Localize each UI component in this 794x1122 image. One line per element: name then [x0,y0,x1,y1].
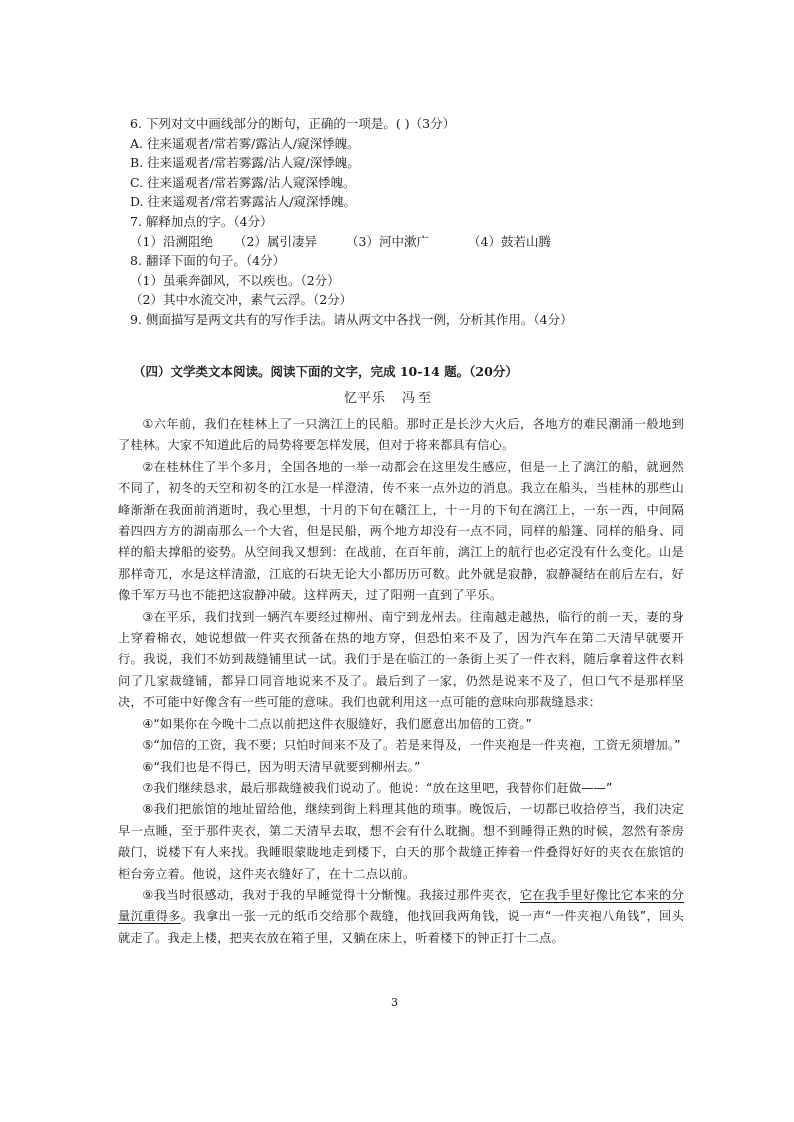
paragraph-8: ⑧我们把旅馆的地址留给他，继续到街上料理其他的琐事。晚饭后，一切都已收拾停当，我们决定早一点睡，至于那件夹衣，第二天清早去取，想不会有什么耽搁。想不到睡得正熟的时候，忽然有茶房敲门，说楼下有人来找。我睡眼蒙眬地走到楼下，白天的那个裁缝正捧着一件叠得好好的夹衣在旅馆的柜台旁立着。他说，这件夹衣缝好了，在十二点以前。 [118,802,684,881]
question-7-stem: 7. 解释加点的字。（4分） [130,213,273,229]
question-6-option-c: C. 往来遥观者/常若雾露/沾人窥深悸魄。 [130,174,356,190]
question-7-item: （4）鼓若山腾 [468,233,551,249]
article-heading [344,387,434,406]
question-8-item: （1）虽乘奔御风，不以疾也。（2分） [130,272,340,288]
paragraph-9-start: ⑨我当时很感动，我对于我的早睡觉得十分惭愧。我接过那件夹衣， [142,887,521,902]
paragraph-1: ①六年前，我们在桂林上了一只漓江上的民船。那时正是长沙大火后，各地方的难民潮涌一般地到了桂林。大家不知道此后的局势将要怎样发展，但对于将来都具有信心。 [118,417,684,453]
page-number: 3 [391,996,398,1009]
question-6-option-a: A. 往来遥观者/常若雾/露沾人/窥深悸魄。 [130,135,360,151]
paragraph-4: ④“如果你在今晚十二点以前把这件衣服缝好，我们愿意出加倍的工资。” [142,716,533,731]
question-7-item: （1）沿溯阻绝 [130,233,213,249]
question-9-stem: 9. 侧面描写是两文共有的写作手法。请从两文中各找一例，分析其作用。（4分） [130,311,573,327]
question-6-stem: 6. 下列对文中画线部分的断句，正确的一项是。( )（3分） [130,116,456,131]
article-body [118,414,684,949]
question-6-option-b: B. 往来遥观者/常若雾露/沾人窥/深悸魄。 [130,155,360,171]
underlined-sentence: 它在我手里好像比它本来的分量沉重得多 [118,887,684,924]
paragraph-2: ②在桂林住了半个多月，全国各地的一举一动都会在这里发生感应，但是一上了漓江的船，就迥然不同了，初冬的天空和初冬的江水是一样澄清，传不来一点外边的消息。我立在船头，当桂林的那些山峰渐渐在我面前消逝时，我心里想，十月的下旬在赣江上，十一月的下旬在漓江上，一东一西，中间隔着四四方方的湖南那么一个大省，但是民船，两个地方却没有一点不同，同样的船篷、同样的船身、同样的船夫撑船的姿势。从空间我又想到：在战前，在百年前，漓江上的航行也必定没有什么变化。山是那样奇兀，水是这样清澈，江底的石块无论大小都历历可数。此外就是寂静，寂静凝结在前后左右，好像千军万马也不能把这寂静冲破。这样两天，过了阳朔一直到了平乐。 [118,459,684,603]
question-6-option-d: D. 往来遥观者/常若雾露沾人/窥深悸魄。 [130,194,356,210]
paragraph-3: ③在平乐，我们找到一辆汽车要经过柳州、南宁到龙州去。往南越走越热，临行的前一天，妻的身上穿着棉衣，她说想做一件夹衣预备在热的地方穿，但恐怕来不及了，因为汽车在第二天清早就要开行。我说，我们不妨到裁缝铺里试一试。我们于是在临江的一条街上买了一件衣料，随后拿着这件衣料问了几家裁缝铺，都异口同音地说来不及了。最后到了一家，仍然是说来不及了，但口气不是那样坚决，不可能中好像含有一些可能的意味。我们也就利用这一点可能的意味向那裁缝恳求： [118,609,684,710]
paragraph-9 [118,885,684,949]
paragraph-6: ⑥“我们也是不得已，因为明天清早就要到柳州去。” [142,759,421,774]
question-7-item: （3）河中漱广 [346,233,429,249]
section-heading: （四）文学类文本阅读。阅读下面的文字，完成 10-14 题。（20分） [133,364,518,379]
question-7-items [130,232,730,252]
question-8-item: （2）其中水流交冲，素气云浮。（2分） [130,292,353,308]
question-8-stem: 8. 翻译下面的句子。（4分） [130,253,286,269]
article-title: 忆平乐 [344,391,387,406]
question-7-item: （2）属引凄异 [234,233,317,249]
paragraph-9-end: 。我拿出一张一元的纸币交给那个裁缝，他找回我两角钱，说一声“一件夹袍八角钱”，回头就走了。我走上楼，把夹衣放在箱子里，又躺在床上，听着楼下的钟正打十二点。 [118,909,685,945]
questions-section [130,114,730,330]
paragraph-7: ⑦我们继续恳求，最后那裁缝被我们说动了。他说：“放在这里吧，我替你们赶做——” [142,780,613,795]
paragraph-5: ⑤“加倍的工资，我不要；只怕时间来不及了。若是来得及，一件夹袍是一件夹袍，工资无须增加。” [142,738,681,753]
article-author: 冯至 [402,391,435,406]
